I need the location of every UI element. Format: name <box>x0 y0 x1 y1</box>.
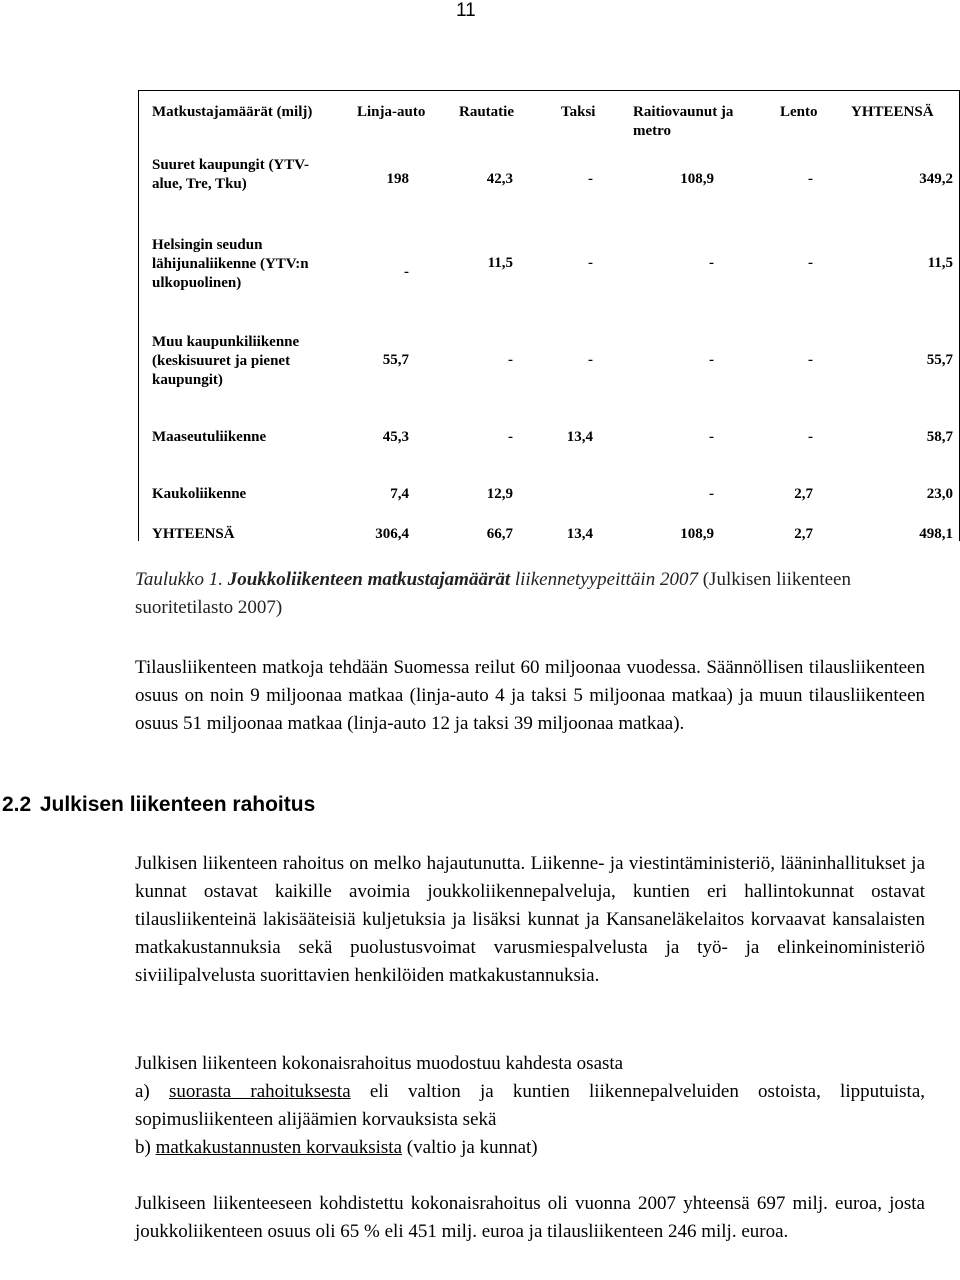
page-number: 11 <box>456 0 476 21</box>
table-cell: 108,9 <box>680 171 714 187</box>
paragraph-funding: Julkisen liikenteen rahoitus on melko hajautunutta. Liikenne- ja viestintäministeriö, lääninhallitukset ja kunnat ostavat kaikille avoimia joukkoliikennepalveluja, kuntien eri hallintokunnat ostavat tilausliikenteinä lakisääteisiä kuljetuksia ja lisäksi kunnat ja Kansaneläkelaitos korvaavat kansalaisten matkakustannuksia sekä puolustusvoimat varusmiespalvelusta ja työ- ja elinkeinoministeriö siviilipalvelusta suorittavien henkilöiden matkakustannuksia. <box>135 853 925 986</box>
table-row-label: Helsingin seudun lähijunaliikenne (YTV:n ulkopuolinen) <box>152 237 309 291</box>
paragraph-2007-funding: Julkiseen liikenteeseen kohdistettu kokonaisrahoitus oli vuonna 2007 yhteensä 697 milj. euroa, josta joukkoliikenteen osuus oli 65 % eli 451 milj. euroa ja tilausliikenteen 246 milj. euroa. <box>135 1193 925 1242</box>
table-cell: 11,5 <box>487 255 513 271</box>
section-title: Julkisen liikenteen rahoitus <box>39 793 316 816</box>
table-cell: - <box>808 352 813 368</box>
table-cell: 2,7 <box>794 526 813 541</box>
table-row-label: YHTEENSÄ <box>152 526 235 541</box>
table-cell: 45,3 <box>382 429 409 445</box>
table-cell: - <box>808 255 813 271</box>
table-cell: 498,1 <box>919 526 953 541</box>
table-cell: 7,4 <box>390 486 409 502</box>
table-cell: 66,7 <box>486 526 513 541</box>
table-cell: 198 <box>386 171 409 187</box>
table-cell: 12,9 <box>486 486 513 502</box>
table-cell: - <box>709 429 714 445</box>
table-cell: 55,7 <box>382 352 409 368</box>
table-header-category: Matkustajamäärät (milj) <box>152 104 313 120</box>
caption-italic: liikennetyypeittäin 2007 <box>514 569 698 590</box>
table-cell: - <box>508 352 513 368</box>
paragraph-charter-traffic: Tilausliikenteen matkoja tehdään Suomessa reilut 60 miljoonaa vuodessa. Säännöllisen tilausliikenteen osuus on noin 9 miljoonaa matkaa (linja-auto 4 ja taksi 5 miljoonaa matkaa) ja muun tilausliikenteen osuus 51 miljoonaa matkaa (linja-auto 12 ja taksi 39 miljoonaa matkaa). <box>135 657 925 734</box>
table-cell: - <box>709 255 714 271</box>
table-row-label: Maaseutuliikenne <box>152 429 267 445</box>
table-cell: 108,9 <box>680 526 714 541</box>
table-cell: - <box>588 255 593 271</box>
table-cell: 55,7 <box>926 352 953 368</box>
section-number: 2.2 <box>2 793 32 816</box>
table-header-tram-metro: Raitiovaunut ja metro <box>633 104 734 139</box>
table-header-bus: Linja-auto <box>357 104 426 120</box>
table-caption <box>135 566 925 622</box>
table-cell: 11,5 <box>927 255 953 271</box>
table-row-label: Muu kaupunkiliikenne (keskisuuret ja pienet kaupungit) <box>152 334 300 388</box>
table-header-air: Lento <box>780 104 818 120</box>
section-heading <box>2 793 315 817</box>
caption-prefix: Taulukko 1. <box>135 569 223 590</box>
table-cell: 306,4 <box>375 526 409 541</box>
caption-bold: Joukkoliikenteen matkustajamäärät <box>227 569 511 590</box>
table-cell: - <box>588 171 593 187</box>
table-row-label: Kaukoliikenne <box>152 486 247 502</box>
table-cell: - <box>404 264 409 280</box>
table-cell: - <box>508 429 513 445</box>
table-cell: - <box>808 171 813 187</box>
item-b-prefix: b) <box>135 1137 151 1158</box>
caption-source: (Julkisen liikenteen suoritetilasto 2007) <box>135 569 851 618</box>
item-a-underlined: suorasta rahoituksesta <box>168 1081 351 1102</box>
table-cell: 2,7 <box>794 486 813 502</box>
item-a-rest: eli valtion ja kuntien liikennepalveluiden ostoista, lipputuista, sopimusliikenteen alijäämien korvauksista sekä <box>135 1081 926 1130</box>
table-header-taxi: Taksi <box>561 104 596 120</box>
table-cell: 58,7 <box>926 429 953 445</box>
table-cell: 13,4 <box>566 526 593 541</box>
table-cell: - <box>808 429 813 445</box>
item-b-underlined: matkakustannusten korvauksista <box>155 1137 403 1158</box>
table-cell: 42,3 <box>486 171 513 187</box>
passenger-table <box>138 90 960 541</box>
table-row-label: Suuret kaupungit (YTV-alue, Tre, Tku) <box>152 157 309 192</box>
table-header-rail: Rautatie <box>459 104 514 120</box>
table-cell: 23,0 <box>926 486 953 502</box>
table-cell: - <box>709 486 714 502</box>
table-cell: - <box>709 352 714 368</box>
table-cell: 349,2 <box>919 171 953 187</box>
paragraph-total-funding <box>135 1050 925 1162</box>
funding-intro: Julkisen liikenteen kokonaisrahoitus muodostuu kahdesta osasta <box>135 1053 624 1074</box>
table-cell: - <box>588 352 593 368</box>
table-cell: 13,4 <box>566 429 593 445</box>
item-a-prefix: a) <box>135 1081 150 1102</box>
item-b-rest: (valtio ja kunnat) <box>406 1137 538 1158</box>
table-header-total: YHTEENSÄ <box>851 104 934 120</box>
